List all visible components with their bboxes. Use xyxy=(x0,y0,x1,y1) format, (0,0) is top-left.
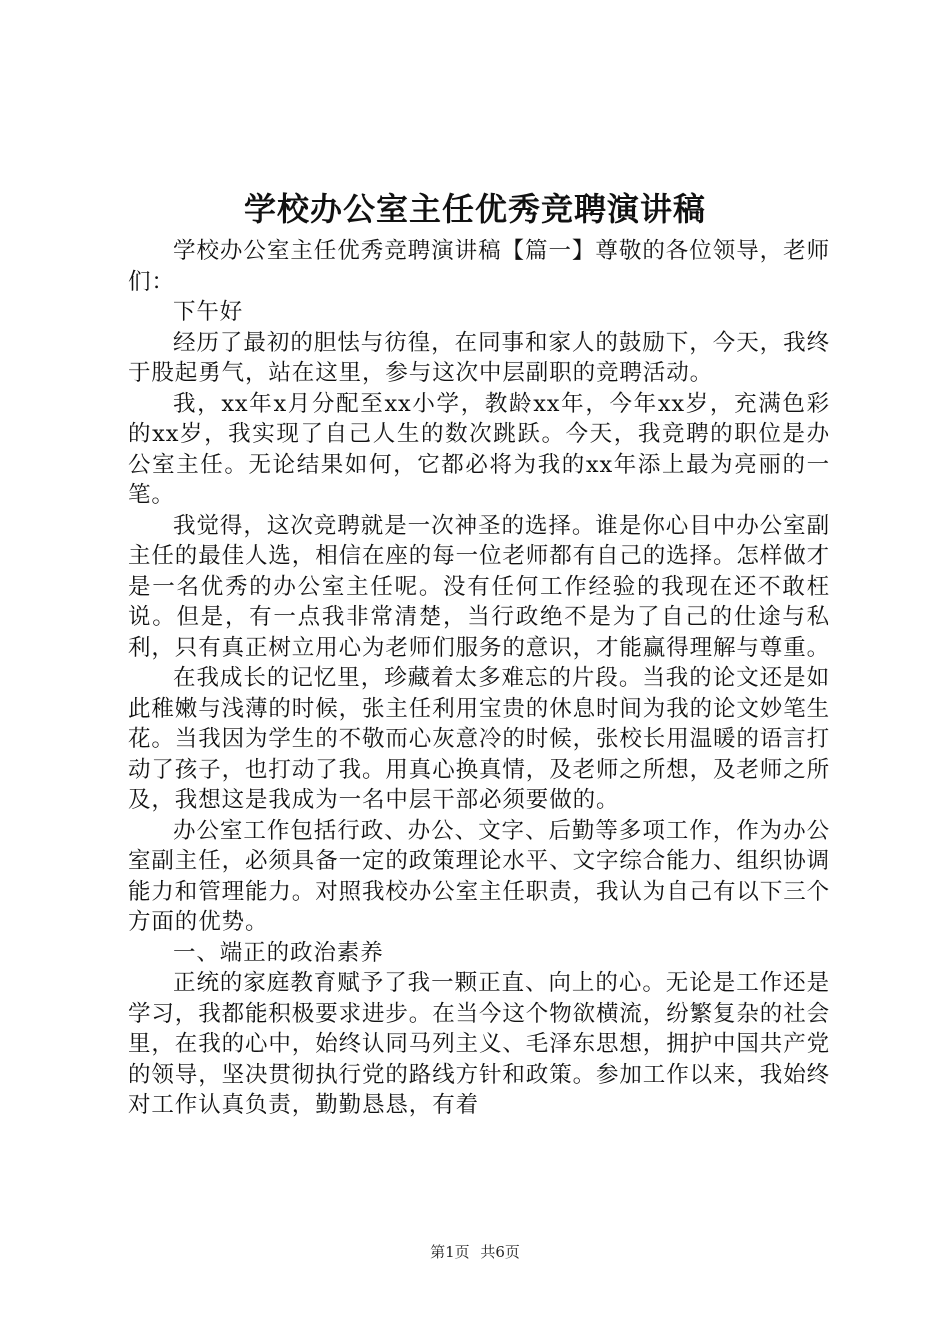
paragraph: 学校办公室主任优秀竞聘演讲稿【篇一】尊敬的各位领导，老师们： xyxy=(128,238,830,295)
paragraph: 我觉得，这次竞聘就是一次神圣的选择。谁是你心目中办公室副主任的最佳人选，相信在座的每一位老师都有自己的选择。怎样做才是一名优秀的办公室主任呢。没有任何工作经验的我现在还不敢枉说。但是，有一点我非常清楚，当行政绝不是为了自己的仕途与私利，只有真正树立用心为老师们服务的意识，才能赢得理解与尊重。 xyxy=(128,512,831,661)
paragraph: 办公室工作包括行政、办公、文字、后勤等多项工作，作为办公室副主任，必须具备一定的政策理论水平、文字综合能力、组织协调能力和管理能力。对照我校办公室主任职责，我认为自己有以下三个方面的优势。 xyxy=(128,817,831,935)
section-heading: 一、端正的政治素养 xyxy=(173,939,384,966)
document-body xyxy=(128,236,830,1121)
paragraph: 正统的家庭教育赋予了我一颗正直、向上的心。无论是工作还是学习，我都能积极要求进步。在当今这个物欲横流，纷繁复杂的社会里，在我的心中，始终认同马列主义、毛泽东思想，拥护中国共产党的领导，坚决贯彻执行党的路线方针和政策。参加工作以来，我始终对工作认真负责，勤勤恳恳，有着 xyxy=(128,970,831,1118)
document-title: 学校办公室主任优秀竞聘演讲稿 xyxy=(243,190,706,228)
paragraph: 经历了最初的胆怯与彷徨，在同事和家人的鼓励下，今天，我终于股起勇气，站在这里，参与这次中层副职的竞聘活动。 xyxy=(128,329,830,386)
paragraph: 我，xx年x月分配至xx小学，教龄xx年，今年xx岁，充满色彩的xx岁，我实现了自己人生的数次跳跃。今天，我竞聘的职位是办公室主任。无论结果如何，它都必将为我的xx年添上最为亮丽的一笔。 xyxy=(128,390,830,508)
paragraph: 下午好 xyxy=(173,299,244,325)
paragraph: 在我成长的记忆里，珍藏着太多难忘的片段。当我的论文还是如此稚嫩与浅薄的时候，张主任利用宝贵的休息时间为我的论文妙笔生花。当我因为学生的不敬而心灰意冷的时候，张校长用温暖的语言打动了孩子，也打动了我。用真心换真情，及老师之所想，及老师之所及，我想这是我成为一名中层干部必须要做的。 xyxy=(128,665,831,813)
page-footer: 第1页 共6页 xyxy=(430,1243,520,1261)
